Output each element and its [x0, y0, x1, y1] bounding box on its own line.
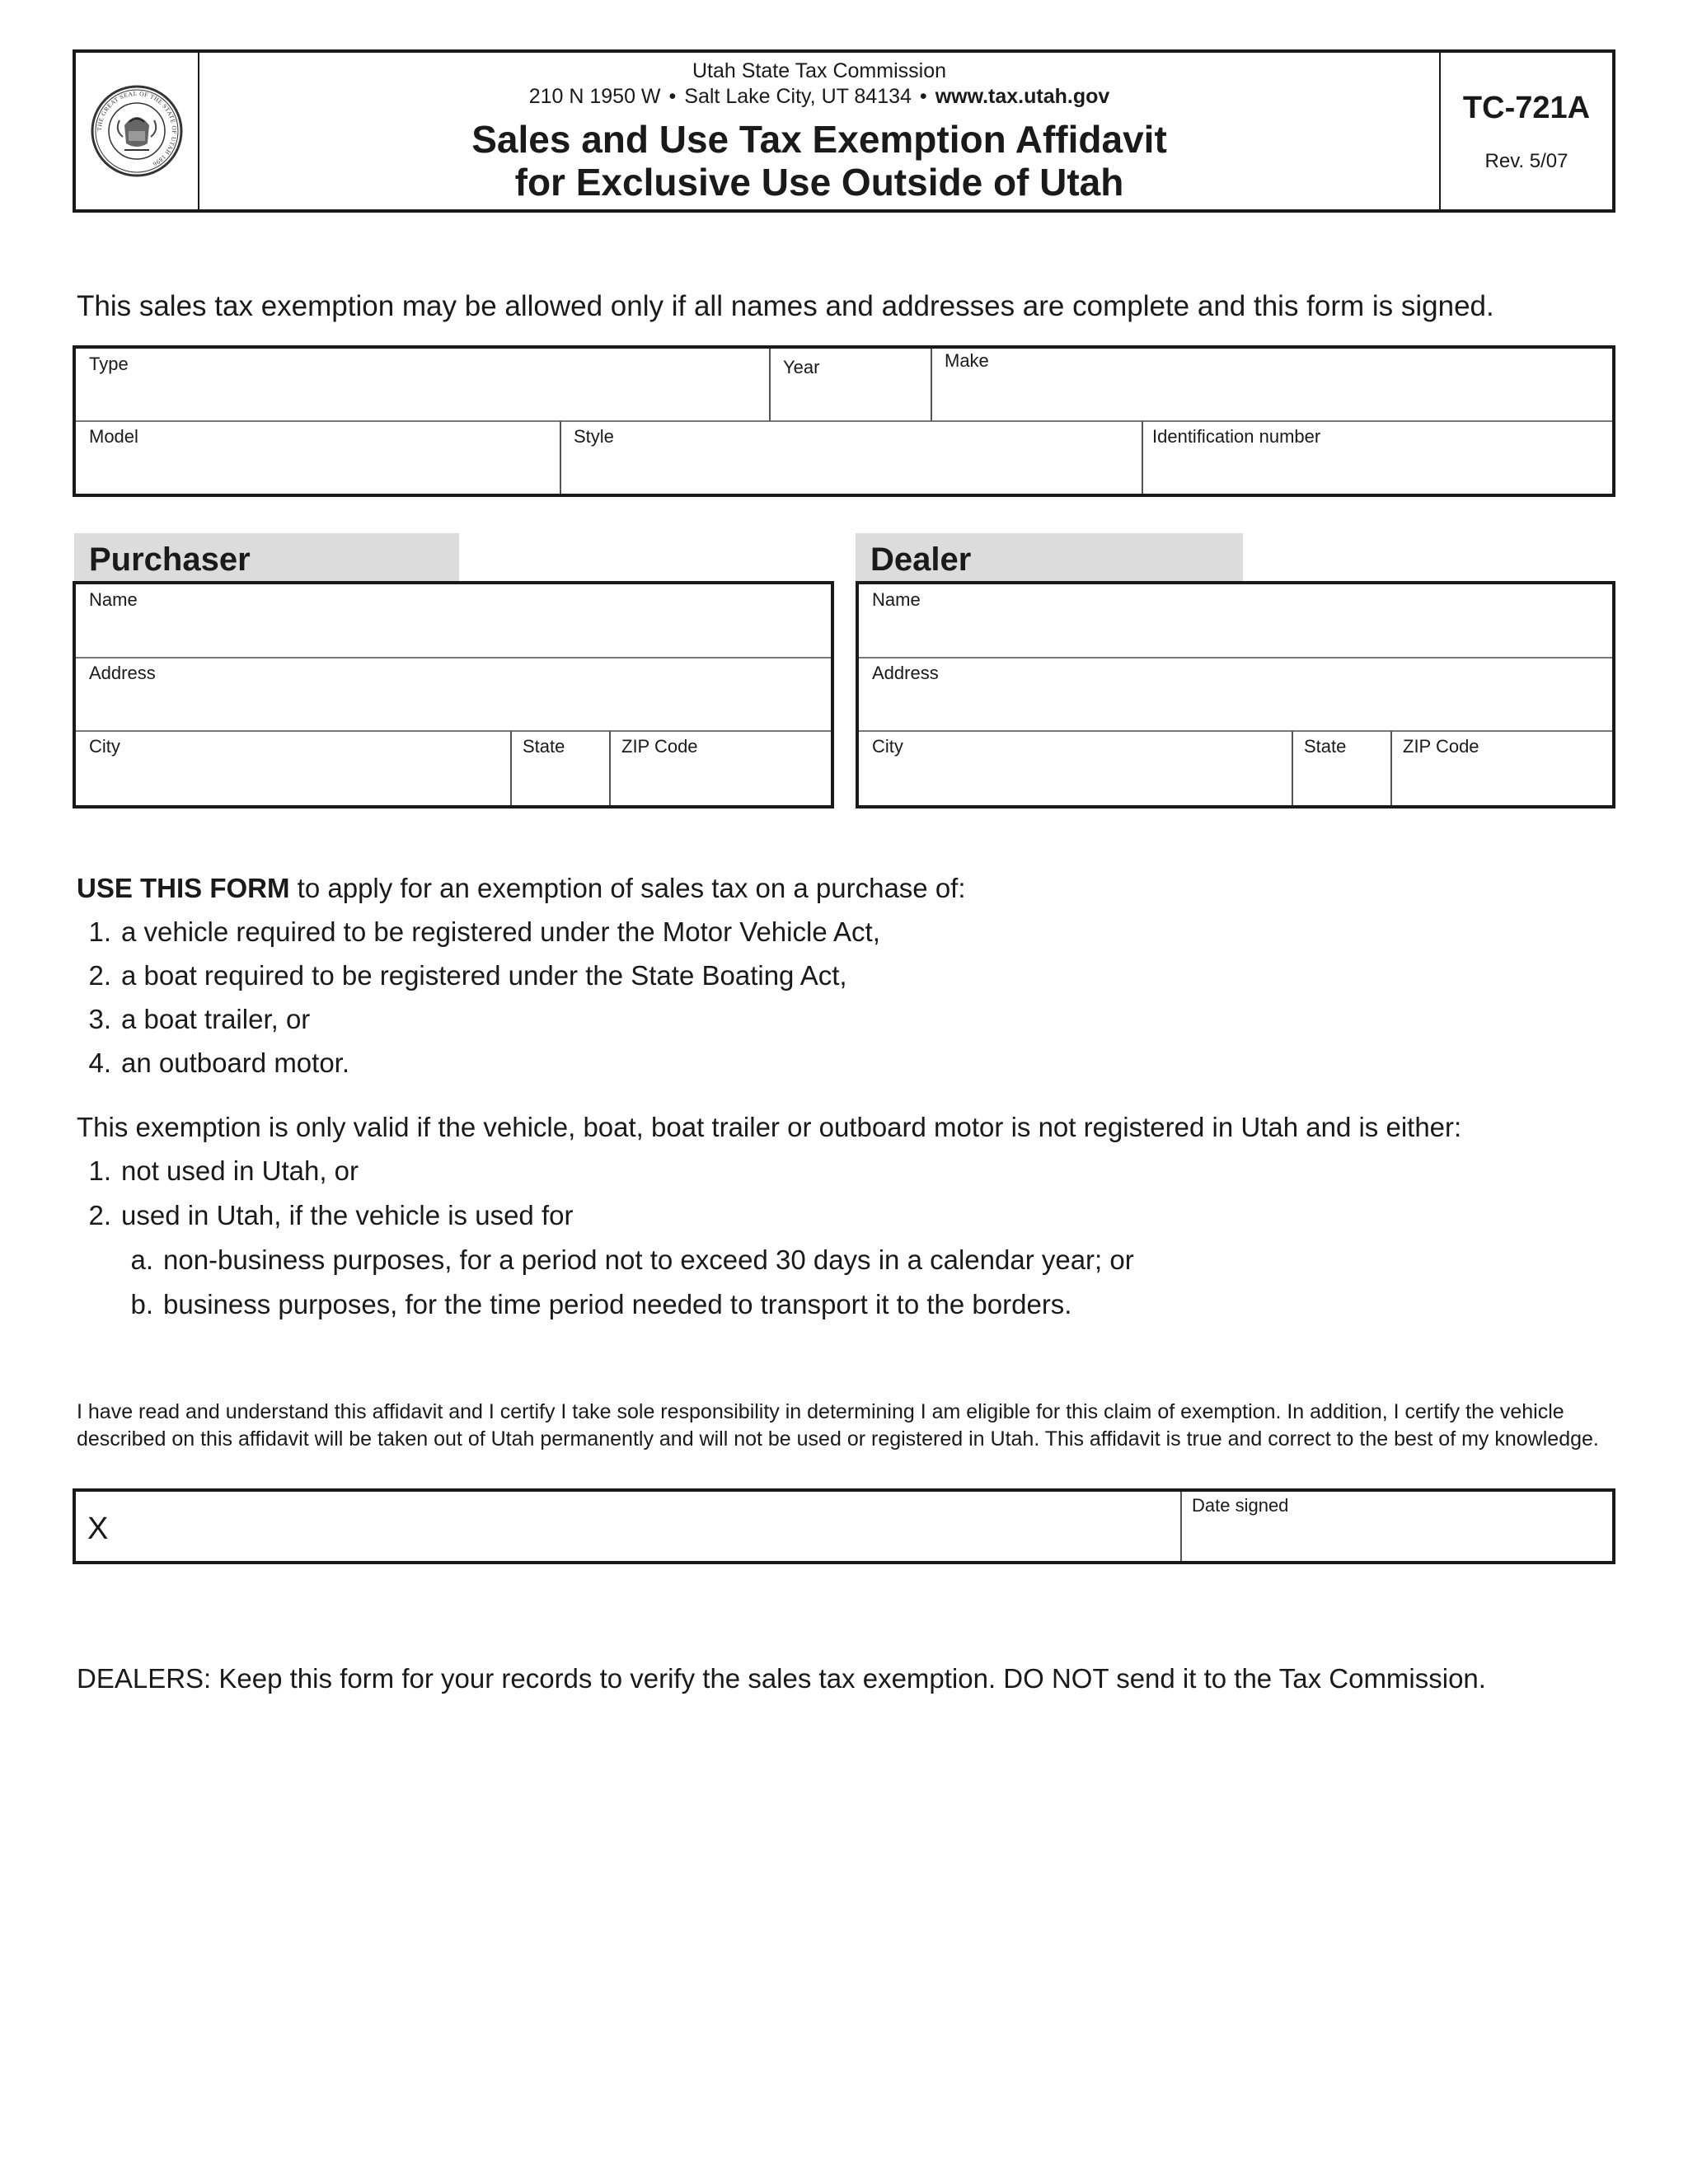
list-item [75, 916, 880, 948]
form-title-line-2: for Exclusive Use Outside of Utah [514, 161, 1124, 204]
purchaser-address-field[interactable] [76, 658, 831, 731]
form-number-cell [1439, 53, 1612, 209]
identification-number-field[interactable] [1142, 421, 1612, 494]
purchaser-city-field[interactable] [76, 731, 511, 805]
list-number: 2. [88, 1200, 111, 1230]
list-text: a boat required to be registered under the State Boating Act, [121, 960, 847, 991]
column-divider [1142, 421, 1143, 494]
style-label: Style [574, 426, 614, 447]
dealer-zip-label: ZIP Code [1403, 736, 1479, 757]
use-form-rest: to apply for an exemption of sales tax on a purchase of: [289, 873, 966, 903]
make-label: Make [945, 350, 989, 371]
column-divider [560, 421, 561, 494]
row-divider [859, 730, 1612, 732]
list-letter: b. [130, 1289, 153, 1319]
dealer-state-field[interactable] [1292, 731, 1391, 805]
style-field[interactable] [560, 421, 1142, 494]
purchaser-zip-field[interactable] [610, 731, 831, 805]
list-text: business purposes, for the time period needed to transport it to the borders. [163, 1289, 1072, 1319]
signature-grid [73, 1488, 1615, 1564]
validity-intro: This exemption is only valid if the vehicle, boat, boat trailer or outboard motor is not registered in Utah and is either: [77, 1112, 1462, 1142]
list-text: a vehicle required to be registered under the Motor Vehicle Act, [121, 916, 880, 947]
dealer-grid [856, 581, 1615, 808]
row-divider [76, 730, 831, 732]
list-item [75, 1155, 359, 1187]
model-field[interactable] [76, 421, 560, 494]
street-address: 210 N 1950 W [528, 85, 661, 108]
list-item [75, 1200, 573, 1231]
list-text: non-business purposes, for a period not to exceed 30 days in a calendar year; or [163, 1244, 1134, 1275]
dealer-state-label: State [1304, 736, 1347, 757]
column-divider [931, 349, 932, 421]
column-divider [510, 731, 512, 805]
type-label: Type [89, 354, 129, 374]
column-divider [1292, 731, 1293, 805]
dealer-address-label: Address [872, 663, 939, 683]
title-cell [199, 53, 1439, 209]
year-label: Year [783, 357, 820, 377]
certification-statement: I have read and understand this affidavit and I certify I take sole responsibility in determining I am eligible for this claim of exemption. In addition, I certify the vehicle described on this affidavit will be taken out of Utah permanently and will not be used or registered in Utah. This affidavit is true and correct to the best of my knowledge. [77, 1400, 1599, 1451]
model-label: Model [89, 426, 138, 447]
list-item [75, 1047, 349, 1079]
dealer-city-field[interactable] [859, 731, 1292, 805]
state-seal-icon [90, 84, 184, 178]
row-divider [859, 657, 1612, 658]
purchaser-grid [73, 581, 834, 808]
seal-cell [76, 53, 199, 209]
row-divider [76, 657, 831, 658]
list-number: 1. [88, 1155, 111, 1186]
column-divider [769, 349, 771, 421]
date-signed-label: Date signed [1192, 1495, 1289, 1516]
dealer-address-field[interactable] [859, 658, 1612, 731]
dealer-heading: Dealer [856, 533, 1243, 583]
list-letter: a. [130, 1244, 153, 1275]
dealers-instruction: DEALERS: Keep this form for your records to verify the sales tax exemption. DO NOT send it to the Tax Commission. [77, 1663, 1486, 1694]
sub-list-item [117, 1244, 1134, 1276]
list-number: 4. [88, 1047, 111, 1078]
form-title-line-1: Sales and Use Tax Exemption Affidavit [471, 118, 1167, 161]
city-state-zip: Salt Lake City, UT 84134 [684, 85, 912, 108]
list-text: not used in Utah, or [121, 1155, 359, 1186]
use-form-intro [77, 873, 966, 904]
purchaser-state-field[interactable] [511, 731, 610, 805]
type-field[interactable] [76, 349, 770, 421]
purchaser-name-label: Name [89, 589, 138, 610]
purchaser-heading: Purchaser [74, 533, 459, 583]
list-text: used in Utah, if the vehicle is used for [121, 1200, 574, 1230]
dealer-zip-field[interactable] [1391, 731, 1612, 805]
row-divider [76, 420, 1612, 422]
date-signed-field[interactable] [1182, 1492, 1612, 1561]
signature-x-mark: X [87, 1511, 109, 1546]
seal-lettering: THE GREAT SEAL OF THE STATE OF UTAH 1896 [95, 89, 179, 168]
signature-field[interactable] [76, 1492, 1182, 1561]
purchaser-zip-label: ZIP Code [621, 736, 698, 757]
use-form-lead: USE THIS FORM [77, 873, 290, 903]
column-divider [609, 731, 611, 805]
bullet: • [668, 85, 677, 108]
form-header [73, 49, 1615, 213]
agency-address [199, 85, 1439, 109]
list-number: 1. [88, 916, 111, 947]
website-link[interactable]: www.tax.utah.gov [935, 85, 1110, 108]
bullet: • [919, 85, 927, 108]
purchaser-state-label: State [523, 736, 565, 757]
list-number: 3. [88, 1004, 111, 1034]
purchaser-city-label: City [89, 736, 120, 757]
make-field[interactable] [931, 349, 1612, 421]
purchaser-name-field[interactable] [76, 584, 831, 658]
dealer-name-label: Name [872, 589, 921, 610]
year-field[interactable] [770, 349, 931, 421]
form-number: TC-721A [1462, 91, 1591, 125]
dealer-name-field[interactable] [859, 584, 1612, 658]
list-item [75, 960, 847, 991]
column-divider [1390, 731, 1392, 805]
list-text: a boat trailer, or [121, 1004, 311, 1034]
revision-date: Rev. 5/07 [1484, 150, 1568, 172]
completion-notice: This sales tax exemption may be allowed only if all names and addresses are complete and this form is signed. [77, 290, 1494, 322]
identification-number-label: Identification number [1152, 426, 1321, 447]
list-item [75, 1004, 310, 1035]
list-text: an outboard motor. [121, 1047, 350, 1078]
sub-list-item [117, 1289, 1071, 1320]
agency-name: Utah State Tax Commission [692, 59, 946, 82]
list-number: 2. [88, 960, 111, 991]
dealer-city-label: City [872, 736, 903, 757]
purchaser-address-label: Address [89, 663, 156, 683]
vehicle-info-grid [73, 345, 1615, 497]
